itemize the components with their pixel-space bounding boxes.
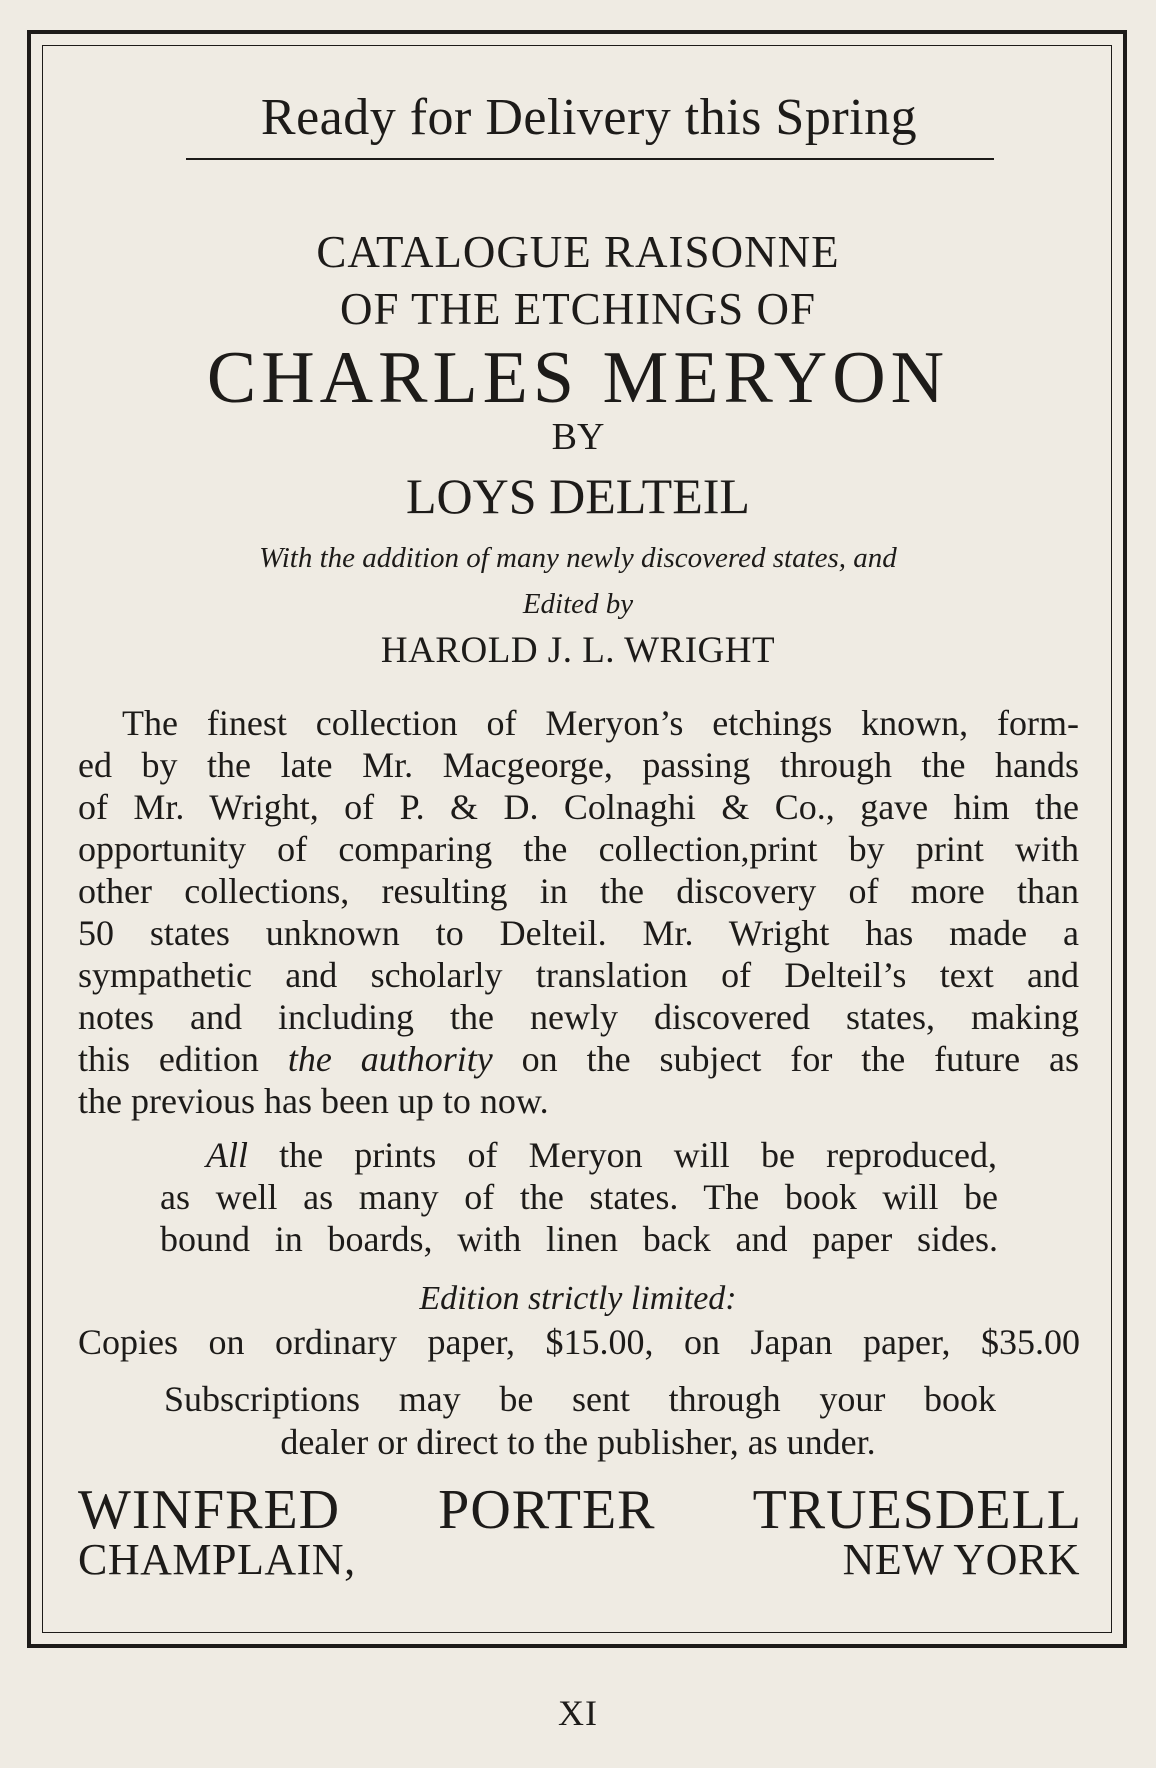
paragraph-2-line: as well as many of the states. The book will be: [160, 1177, 998, 1217]
publisher-name: WINFRED PORTER TRUESDELL: [78, 1479, 1082, 1541]
paragraph-1-line: notes and including the newly discovered states, making: [78, 997, 1079, 1037]
emphasis-all: All: [206, 1135, 248, 1175]
paragraph-1-line: of Mr. Wright, of P. & D. Colnaghi & Co., gave him the: [78, 787, 1079, 827]
copies-pricing: Copies on ordinary paper, $15.00, on Japan paper, $35.00: [78, 1322, 1080, 1362]
subtitle-line-2: Edited by: [522, 588, 634, 620]
paragraph-1-line: The finest collection of Meryon’s etchings known, form-: [122, 703, 1079, 743]
paragraph-1-line: 50 states unknown to Delteil. Mr. Wright has made a: [78, 913, 1079, 953]
paragraph-2-line: bound in boards, with linen back and paper sides.: [160, 1219, 998, 1259]
subscriptions-line-2: dealer or direct to the publisher, as under.: [280, 1422, 876, 1462]
paragraph-1-line: the previous has been up to now.: [78, 1081, 549, 1121]
title-subject: CHARLES MERYON: [206, 337, 950, 419]
title-line-1: CATALOGUE RAISONNE: [316, 227, 840, 277]
publisher-state: NEW YORK: [842, 1535, 1080, 1584]
title-author: LOYS DELTEIL: [406, 468, 750, 524]
paragraph-1-line: ed by the late Mr. Macgeorge, passing through the hands: [78, 745, 1079, 785]
editor-name: HAROLD J. L. WRIGHT: [380, 630, 776, 671]
paragraph-1-line: this edition the authority on the subject for the future as: [78, 1039, 1079, 1079]
emphasis-authority: the authority: [287, 1039, 493, 1079]
headline: Ready for Delivery this Spring: [260, 89, 918, 146]
title-line-2: OF THE ETCHINGS OF: [340, 284, 816, 334]
edition-label: Edition strictly limited:: [419, 1280, 737, 1317]
paragraph-1-line: other collections, resulting in the discovery of more than: [78, 871, 1079, 911]
subtitle-line-1: With the addition of many newly discovered states, and: [259, 542, 897, 574]
title-by: BY: [551, 416, 605, 458]
paragraph-2-line: All the prints of Meryon will be reproduced,: [206, 1135, 997, 1175]
publisher-city: CHAMPLAIN,: [78, 1535, 356, 1584]
subscriptions-line-1: Subscriptions may be sent through your book: [164, 1379, 996, 1419]
paragraph-1-line: sympathetic and scholarly translation of Delteil’s text and: [78, 955, 1079, 995]
paragraph-1-line: opportunity of comparing the collection,print by print with: [78, 829, 1079, 869]
headline-underline: [186, 158, 994, 160]
page-number: XI: [558, 1693, 598, 1733]
